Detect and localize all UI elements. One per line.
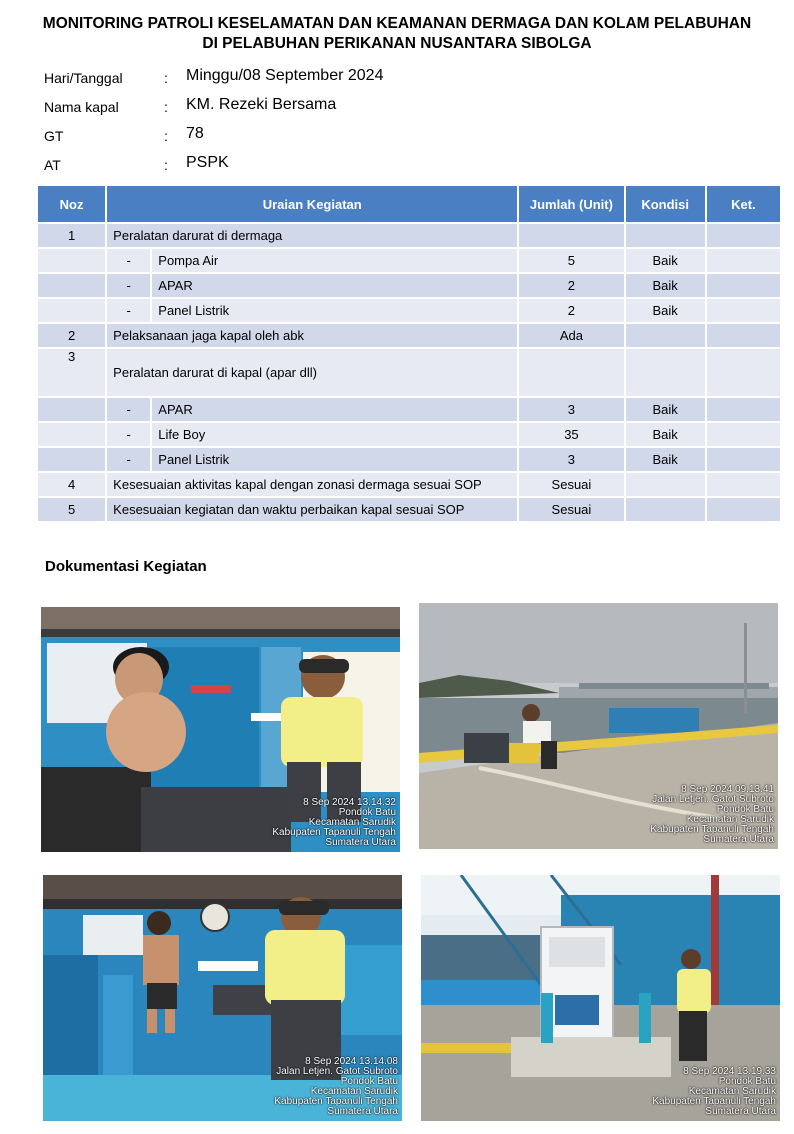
stamp-datetime: 8 Sep 2024 09.13.41	[681, 784, 774, 795]
table-header	[38, 186, 780, 222]
stamp-line: Kabupaten Tapanuli Tengah	[272, 827, 396, 838]
row-item: Pompa Air	[152, 249, 517, 272]
row-ket	[707, 473, 780, 496]
row-ket	[707, 423, 780, 446]
row-kondisi: Baik	[626, 448, 705, 471]
row-no: 3	[38, 349, 105, 396]
document-title	[0, 14, 794, 54]
photo-cabin-inspection	[41, 607, 400, 852]
row-ket	[707, 498, 780, 521]
table-row	[38, 448, 780, 471]
title-line-1: MONITORING PATROLI KESELAMATAN DAN KEAMANAN DERMAGA DAN KOLAM PELABUHAN	[42, 15, 752, 32]
photo-dock-inspection	[419, 603, 778, 849]
row-no: 1	[38, 224, 105, 247]
photo-wheelhouse-inspection	[43, 875, 402, 1121]
header-kondisi: Kondisi	[626, 186, 705, 222]
row-ket	[707, 324, 780, 347]
row-item: APAR	[152, 274, 517, 297]
row-uraian: Pelaksanaan jaga kapal oleh abk	[107, 324, 517, 347]
header-ket: Ket.	[707, 186, 780, 222]
row-dash: -	[107, 448, 150, 471]
row-kondisi	[626, 498, 705, 521]
stamp-line: Kecamatan Sarudik	[310, 1086, 398, 1097]
stamp-line: Pondok Batu	[338, 807, 396, 818]
row-no: 5	[38, 498, 105, 521]
row-jumlah: 3	[519, 398, 623, 421]
info-value: Minggu/08 September 2024	[186, 67, 384, 84]
row-kondisi: Baik	[626, 274, 705, 297]
row-ket	[707, 274, 780, 297]
row-jumlah: 35	[519, 423, 623, 446]
row-kondisi	[626, 224, 705, 247]
table-row	[38, 349, 780, 396]
row-item: Panel Listrik	[152, 448, 517, 471]
photo-stamp	[274, 1057, 398, 1117]
header-uraian: Uraian Kegiatan	[107, 186, 517, 222]
stamp-line: Kabupaten Tapanuli Tengah	[652, 1096, 776, 1107]
stamp-line: Pondok Batu	[718, 1076, 776, 1087]
row-dash: -	[107, 249, 150, 272]
stamp-line: Sumatera Utara	[705, 1106, 776, 1117]
row-dash: -	[107, 423, 150, 446]
stamp-line: Kecamatan Sarudik	[308, 817, 396, 828]
row-no	[38, 448, 105, 471]
info-label: AT	[44, 157, 61, 173]
table-row	[38, 423, 780, 446]
info-label: Nama kapal	[44, 99, 119, 115]
stamp-line: Sumatera Utara	[327, 1106, 398, 1117]
stamp-line: Jalan Letjen. Gatot Subroto	[276, 1066, 398, 1077]
row-ket	[707, 299, 780, 322]
row-jumlah	[519, 224, 623, 247]
stamp-line: Pondok Batu	[716, 804, 774, 815]
stamp-datetime: 8 Sep 2024 13.14.32	[303, 797, 396, 808]
info-colon: :	[164, 99, 168, 115]
row-item: Life Boy	[152, 423, 517, 446]
row-dash: -	[107, 398, 150, 421]
stamp-line: Kecamatan Sarudik	[688, 1086, 776, 1097]
table-row	[38, 398, 780, 421]
info-label: GT	[44, 128, 64, 144]
row-kondisi: Baik	[626, 249, 705, 272]
table-row	[38, 473, 780, 496]
row-jumlah: Ada	[519, 324, 623, 347]
photo-stamp	[272, 798, 396, 848]
stamp-datetime: 8 Sep 2024 13.14.08	[305, 1056, 398, 1067]
row-kondisi	[626, 473, 705, 496]
header-no: Noz	[38, 186, 105, 222]
row-no	[38, 249, 105, 272]
activity-table	[36, 184, 782, 523]
header-jumlah: Jumlah (Unit)	[519, 186, 623, 222]
row-item: APAR	[152, 398, 517, 421]
row-uraian: Peralatan darurat di dermaga	[107, 224, 517, 247]
info-colon: :	[164, 157, 168, 173]
row-kondisi	[626, 349, 705, 396]
row-kondisi: Baik	[626, 398, 705, 421]
info-value: 78	[186, 125, 204, 142]
row-no	[38, 274, 105, 297]
row-jumlah: 5	[519, 249, 623, 272]
row-jumlah: Sesuai	[519, 473, 623, 496]
row-ket	[707, 448, 780, 471]
stamp-line: Sumatera Utara	[325, 837, 396, 848]
row-uraian: Kesesuaian aktivitas kapal dengan zonasi dermaga sesuai SOP	[107, 473, 517, 496]
row-jumlah	[519, 349, 623, 396]
row-jumlah: 2	[519, 299, 623, 322]
row-jumlah: 3	[519, 448, 623, 471]
table-row	[38, 224, 780, 247]
info-colon: :	[164, 70, 168, 86]
row-jumlah: Sesuai	[519, 498, 623, 521]
row-uraian: Kesesuaian kegiatan dan waktu perbaikan kapal sesuai SOP	[107, 498, 517, 521]
table-row	[38, 249, 780, 272]
row-ket	[707, 398, 780, 421]
info-value: PSPK	[186, 154, 229, 171]
photo-stamp	[652, 1067, 776, 1117]
stamp-line: Sumatera Utara	[703, 834, 774, 845]
row-no	[38, 423, 105, 446]
row-jumlah: 2	[519, 274, 623, 297]
row-dash: -	[107, 274, 150, 297]
row-ket	[707, 349, 780, 396]
stamp-line: Kecamatan Sarudik	[686, 814, 774, 825]
row-kondisi	[626, 324, 705, 347]
row-ket	[707, 224, 780, 247]
row-dash: -	[107, 299, 150, 322]
info-colon: :	[164, 128, 168, 144]
table-row	[38, 299, 780, 322]
table-row	[38, 274, 780, 297]
stamp-line: Kabupaten Tapanuli Tengah	[274, 1096, 398, 1107]
info-label: Hari/Tanggal	[44, 70, 123, 86]
row-kondisi: Baik	[626, 423, 705, 446]
section-title: Dokumentasi Kegiatan	[45, 558, 207, 575]
info-value: KM. Rezeki Bersama	[186, 96, 337, 113]
row-no: 2	[38, 324, 105, 347]
row-item: Panel Listrik	[152, 299, 517, 322]
table-row	[38, 498, 780, 521]
table-row	[38, 324, 780, 347]
stamp-line: Jalan Letjen. Gatot Subroto	[652, 794, 774, 805]
stamp-line: Pondok Batu	[340, 1076, 398, 1087]
row-no: 4	[38, 473, 105, 496]
row-no	[38, 299, 105, 322]
title-line-2: DI PELABUHAN PERIKANAN NUSANTARA SIBOLGA	[202, 35, 592, 52]
row-ket	[707, 249, 780, 272]
row-kondisi: Baik	[626, 299, 705, 322]
row-no	[38, 398, 105, 421]
photo-stamp	[650, 785, 774, 845]
row-uraian: Peralatan darurat di kapal (apar dll)	[107, 349, 517, 396]
stamp-line: Kabupaten Tapanuli Tengah	[650, 824, 774, 835]
photo-panel-inspection	[421, 875, 780, 1121]
stamp-datetime: 8 Sep 2024 13.19.33	[683, 1066, 776, 1077]
